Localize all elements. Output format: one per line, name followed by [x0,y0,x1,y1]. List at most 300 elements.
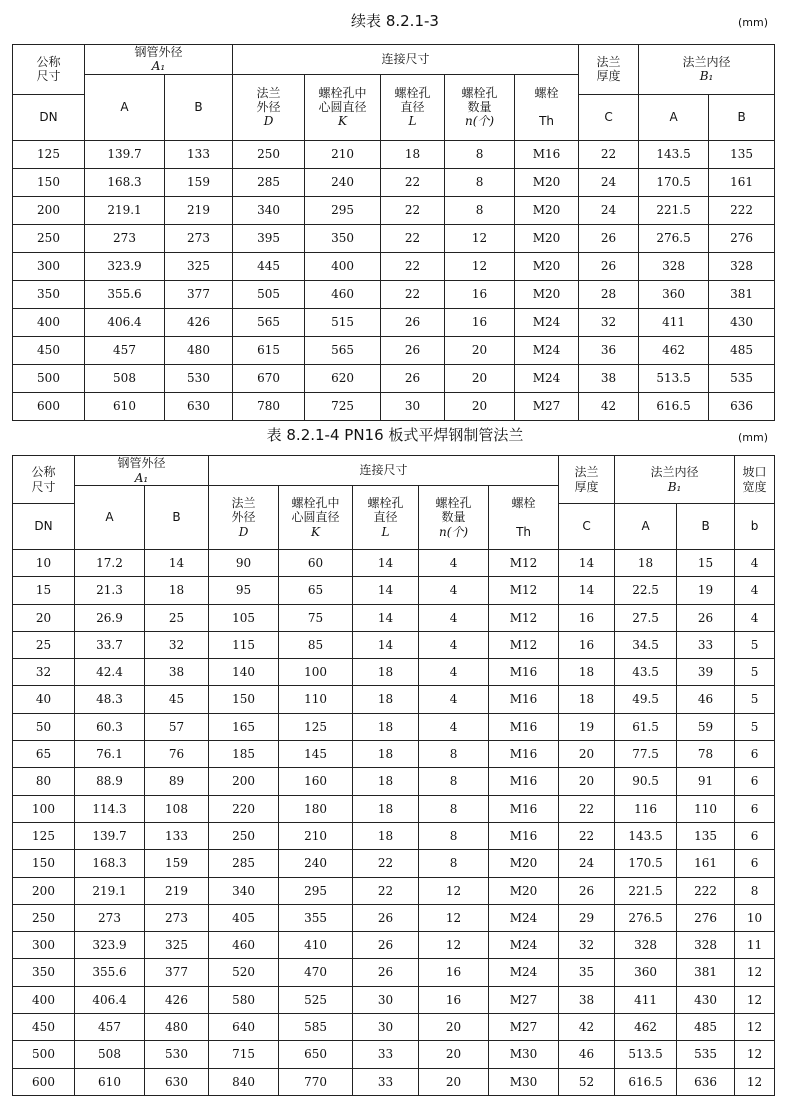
table-row [13,224,775,252]
table-cell: 159 [165,168,233,196]
table-cell: 535 [709,364,775,392]
table-row [13,336,775,364]
table-cell: 14 [353,577,419,604]
table-cell: 250 [233,140,305,168]
table-row [13,959,775,986]
table-cell: M24 [515,364,579,392]
table-row [13,392,775,420]
table-cell: 12 [735,1014,775,1041]
table-cell: 4 [419,631,489,658]
table-cell: 6 [735,741,775,768]
table-cell: 328 [639,252,709,280]
table-cell: 150 [13,850,75,877]
table-cell: 5 [735,686,775,713]
table-cell: M27 [515,392,579,420]
table-cell: 630 [145,1068,209,1095]
table-cell: 406.4 [75,986,145,1013]
table-cell: 115 [209,631,279,658]
table-cell: 200 [13,196,85,224]
table-cell: 22 [381,168,445,196]
table-cell: 30 [353,1014,419,1041]
table-cell: 42.4 [75,659,145,686]
table-cell: 20 [559,741,615,768]
table-cell: 457 [75,1014,145,1041]
table-cell: 22 [381,224,445,252]
table-cell: 22 [579,140,639,168]
pipe-od-header: 钢管外径 A₁ [75,456,209,486]
table-cell: 125 [13,822,75,849]
table-cell: 42 [559,1014,615,1041]
pipe-od-header: 钢管外径 A₁ [85,45,233,75]
table-cell: 276 [677,904,735,931]
table-cell: 12 [735,986,775,1013]
th-header: 螺栓 Th [489,486,559,550]
table-cell: 600 [13,1068,75,1095]
table-cell: 400 [13,308,85,336]
table-cell: 88.9 [75,768,145,795]
table-cell: 513.5 [639,364,709,392]
table-cell: 170.5 [639,168,709,196]
table-cell: 12 [419,877,489,904]
table-cell: 616.5 [639,392,709,420]
table-cell: 159 [145,850,209,877]
table-cell: 46 [559,1041,615,1068]
table-cell: M27 [489,986,559,1013]
table-cell: 19 [559,713,615,740]
table-cell: 28 [579,280,639,308]
table-cell: 77.5 [615,741,677,768]
table-cell: 670 [233,364,305,392]
table-cell: 513.5 [615,1041,677,1068]
table-cell: 250 [13,904,75,931]
table-cell: 20 [13,604,75,631]
table-cell: 26 [559,877,615,904]
table-cell: 161 [677,850,735,877]
table-cell: 14 [145,550,209,577]
table-cell: 18 [353,741,419,768]
table-row [13,604,775,631]
table-cell: 4 [419,577,489,604]
table-cell: 210 [279,822,353,849]
table-cell: 221.5 [639,196,709,224]
table-cell: 500 [13,1041,75,1068]
l-header: 螺栓孔 直径 L [353,486,419,550]
table-cell: M16 [489,713,559,740]
table-cell: 26 [353,904,419,931]
table-cell: 400 [13,986,75,1013]
table-cell: 22 [559,795,615,822]
table-cell: M16 [489,768,559,795]
table-cell: 49.5 [615,686,677,713]
table-cell: 325 [145,932,209,959]
bore-header: 法兰内径 B₁ [639,45,775,95]
table-cell: 21.3 [75,577,145,604]
table-cell: 8 [445,140,515,168]
table-cell: 18 [353,686,419,713]
table-cell: 295 [305,196,381,224]
table-cell: 150 [13,168,85,196]
table-cell: 5 [735,631,775,658]
table-row [13,686,775,713]
table-cell: M20 [515,280,579,308]
table-cell: 140 [209,659,279,686]
table-cell: 610 [75,1068,145,1095]
table-cell: 6 [735,850,775,877]
table-cell: 145 [279,741,353,768]
table-cell: 4 [735,550,775,577]
table-cell: 76.1 [75,741,145,768]
table-cell: 525 [279,986,353,1013]
table-cell: 108 [145,795,209,822]
table-cell: M12 [489,604,559,631]
table-cell: 125 [13,140,85,168]
table-cell: 26 [381,364,445,392]
thickness-header: 法兰 厚度 [579,45,639,95]
table-row [13,741,775,768]
table-row [13,550,775,577]
table-cell: 457 [85,336,165,364]
table-row [13,904,775,931]
table-cell: 100 [13,795,75,822]
table-cell: 42 [579,392,639,420]
table-cell: 26 [353,959,419,986]
table-cell: 12 [735,1068,775,1095]
table-cell: 222 [709,196,775,224]
table-row [13,850,775,877]
col-b-header: B [165,74,233,140]
table2-unit: (mm) [738,431,769,444]
table-cell: 85 [279,631,353,658]
table-cell: 24 [579,168,639,196]
table-cell: 22 [559,822,615,849]
table-cell: M16 [515,140,579,168]
table-cell: M27 [489,1014,559,1041]
table-cell: 295 [279,877,353,904]
thickness-symbol: C [579,94,639,140]
table-cell: 16 [445,308,515,336]
table-cell: 240 [305,168,381,196]
table-cell: M24 [489,904,559,931]
table-cell: 20 [445,364,515,392]
table-cell: 508 [85,364,165,392]
table-cell: 135 [709,140,775,168]
table-cell: 200 [209,768,279,795]
table-cell: M30 [489,1041,559,1068]
table-cell: 325 [165,252,233,280]
table-cell: 16 [559,631,615,658]
table-cell: 65 [279,577,353,604]
table-cell: 36 [579,336,639,364]
dn-header: 公称 尺寸 [13,456,75,504]
table-cell: M24 [515,336,579,364]
table-cell: 360 [615,959,677,986]
table-cell: 636 [677,1068,735,1095]
table-cell: 520 [209,959,279,986]
table-cell: 580 [209,986,279,1013]
table-cell: 16 [559,604,615,631]
table-cell: 90.5 [615,768,677,795]
table-cell: 59 [677,713,735,740]
table-cell: 4 [735,577,775,604]
table-cell: 6 [735,795,775,822]
table-cell: 30 [353,986,419,1013]
table-cell: 12 [735,959,775,986]
table-cell: 10 [735,904,775,931]
table-cell: 350 [13,959,75,986]
bore-header: 法兰内径 B₁ [615,456,735,504]
table-cell: 273 [75,904,145,931]
table-cell: 8 [445,196,515,224]
table-cell: 48.3 [75,686,145,713]
col-a-header: A [75,486,145,550]
table-cell: 411 [639,308,709,336]
d-header: 法兰 外径 D [233,74,305,140]
table-row [13,659,775,686]
table-cell: 470 [279,959,353,986]
table-cell: 14 [559,577,615,604]
table-cell: 38 [145,659,209,686]
table-cell: 485 [677,1014,735,1041]
table-cell: 355 [279,904,353,931]
table-cell: 46 [677,686,735,713]
table-cell: 250 [209,822,279,849]
table-cell: M16 [489,741,559,768]
table-cell: 450 [13,336,85,364]
l-header: 螺栓孔 直径 L [381,74,445,140]
table-cell: M12 [489,631,559,658]
table-cell: 8 [419,768,489,795]
table-cell: 565 [305,336,381,364]
table-cell: 24 [559,850,615,877]
table-cell: 285 [233,168,305,196]
connection-header: 连接尺寸 [209,456,559,486]
col-a-header: A [85,74,165,140]
table-cell: 8 [445,168,515,196]
table-cell: 16 [445,280,515,308]
table-cell: 200 [13,877,75,904]
table-cell: 4 [419,659,489,686]
table-cell: 32 [579,308,639,336]
table-cell: M16 [489,795,559,822]
table-cell: 78 [677,741,735,768]
table-cell: M30 [489,1068,559,1095]
table-row [13,577,775,604]
table-cell: 460 [209,932,279,959]
table-cell: 135 [677,822,735,849]
table-cell: 585 [279,1014,353,1041]
table-cell: 76 [145,741,209,768]
table-cell: 221.5 [615,877,677,904]
table-cell: 276.5 [615,904,677,931]
table-cell: 355.6 [85,280,165,308]
table-cell: 60 [279,550,353,577]
table-cell: 14 [559,550,615,577]
table-cell: M24 [515,308,579,336]
table-cell: 715 [209,1041,279,1068]
table-cell: 8 [735,877,775,904]
table-row [13,252,775,280]
table-cell: 75 [279,604,353,631]
table-cell: 38 [579,364,639,392]
table-cell: 33 [353,1068,419,1095]
table-cell: 105 [209,604,279,631]
table-cell: 57 [145,713,209,740]
table-cell: 4 [419,550,489,577]
table-cell: 19 [677,577,735,604]
table-row [13,795,775,822]
table-cell: 20 [419,1014,489,1041]
table-cell: 630 [165,392,233,420]
table-cell: 16 [419,959,489,986]
table-cell: 636 [709,392,775,420]
table-cell: 530 [145,1041,209,1068]
table-row [13,1041,775,1068]
table-cell: 100 [279,659,353,686]
table-cell: 323.9 [75,932,145,959]
pn16-flange-table [12,455,775,1096]
table-cell: 25 [13,631,75,658]
table-cell: 276.5 [639,224,709,252]
table-cell: 110 [279,686,353,713]
table-cell: 22 [381,280,445,308]
table-cell: 125 [279,713,353,740]
table-cell: 273 [145,904,209,931]
table-cell: 565 [233,308,305,336]
table-cell: 15 [677,550,735,577]
table-cell: 18 [559,686,615,713]
table-cell: 39 [677,659,735,686]
table-cell: 411 [615,986,677,1013]
table-cell: 500 [13,364,85,392]
bore-b-header: B [677,504,735,550]
table-cell: 34.5 [615,631,677,658]
dn-symbol: DN [13,504,75,550]
table-cell: 22 [381,196,445,224]
table-cell: 45 [145,686,209,713]
table2-title: 表 8.2.1-4 PN16 板式平焊钢制管法兰 [266,426,524,444]
table-cell: 18 [353,659,419,686]
table-cell: 273 [165,224,233,252]
table-cell: 219 [165,196,233,224]
table-cell: 15 [13,577,75,604]
table-cell: 95 [209,577,279,604]
k-header: 螺栓孔中 心圆直径 K [305,74,381,140]
flange-table-continued [12,44,775,421]
table-cell: 185 [209,741,279,768]
table-cell: 33 [677,631,735,658]
dn-symbol: DN [13,94,85,140]
table-cell: 26.9 [75,604,145,631]
table-cell: 18 [615,550,677,577]
table-cell: 133 [165,140,233,168]
table-row [13,196,775,224]
table-cell: 328 [677,932,735,959]
table-cell: 65 [13,741,75,768]
table-cell: 61.5 [615,713,677,740]
table-cell: 20 [419,1068,489,1095]
table-cell: 535 [677,1041,735,1068]
table-cell: 340 [209,877,279,904]
table-cell: 300 [13,932,75,959]
table-cell: 610 [85,392,165,420]
table-row [13,631,775,658]
table-cell: 26 [579,252,639,280]
table-cell: M20 [489,877,559,904]
table-cell: 600 [13,392,85,420]
table-cell: 26 [381,308,445,336]
table-cell: 406.4 [85,308,165,336]
table-cell: 14 [353,604,419,631]
table-row [13,140,775,168]
table1-unit: (mm) [738,16,769,29]
n-header: 螺栓孔 数量 n(个) [419,486,489,550]
table-cell: 143.5 [639,140,709,168]
table-cell: M20 [489,850,559,877]
table-cell: 340 [233,196,305,224]
table-cell: 480 [145,1014,209,1041]
table-cell: 355.6 [75,959,145,986]
table-row [13,877,775,904]
table-cell: 377 [145,959,209,986]
table-cell: 505 [233,280,305,308]
table-cell: 276 [709,224,775,252]
table-cell: 426 [145,986,209,1013]
table-cell: M20 [515,168,579,196]
table-cell: 840 [209,1068,279,1095]
table-cell: 10 [13,550,75,577]
table-cell: M20 [515,196,579,224]
table-cell: M16 [489,659,559,686]
table-cell: 462 [615,1014,677,1041]
table-cell: 12 [445,252,515,280]
table-cell: 11 [735,932,775,959]
bore-a-header: A [615,504,677,550]
bore-b-header: B [709,94,775,140]
table-cell: M24 [489,959,559,986]
table-cell: 30 [381,392,445,420]
table-cell: 222 [677,877,735,904]
table-cell: 616.5 [615,1068,677,1095]
table-cell: 210 [305,140,381,168]
connection-header: 连接尺寸 [233,45,579,75]
table-cell: 12 [419,904,489,931]
table-cell: 139.7 [75,822,145,849]
table-cell: 12 [419,932,489,959]
table-row [13,364,775,392]
table-cell: 33.7 [75,631,145,658]
table-row [13,822,775,849]
table-cell: 18 [353,822,419,849]
n-header: 螺栓孔 数量 n(个) [445,74,515,140]
table-cell: 405 [209,904,279,931]
table-cell: 20 [419,1041,489,1068]
table-cell: 38 [559,986,615,1013]
table-cell: 26 [579,224,639,252]
table-cell: 273 [85,224,165,252]
table-cell: 450 [13,1014,75,1041]
table-cell: 180 [279,795,353,822]
table-cell: 27.5 [615,604,677,631]
table-cell: 780 [233,392,305,420]
table-cell: 22 [353,877,419,904]
bevel-width-symbol: b [735,504,775,550]
table-cell: 350 [13,280,85,308]
table-cell: 480 [165,336,233,364]
table-cell: 381 [677,959,735,986]
table-row [13,1014,775,1041]
table-cell: 26 [677,604,735,631]
table-cell: 4 [735,604,775,631]
